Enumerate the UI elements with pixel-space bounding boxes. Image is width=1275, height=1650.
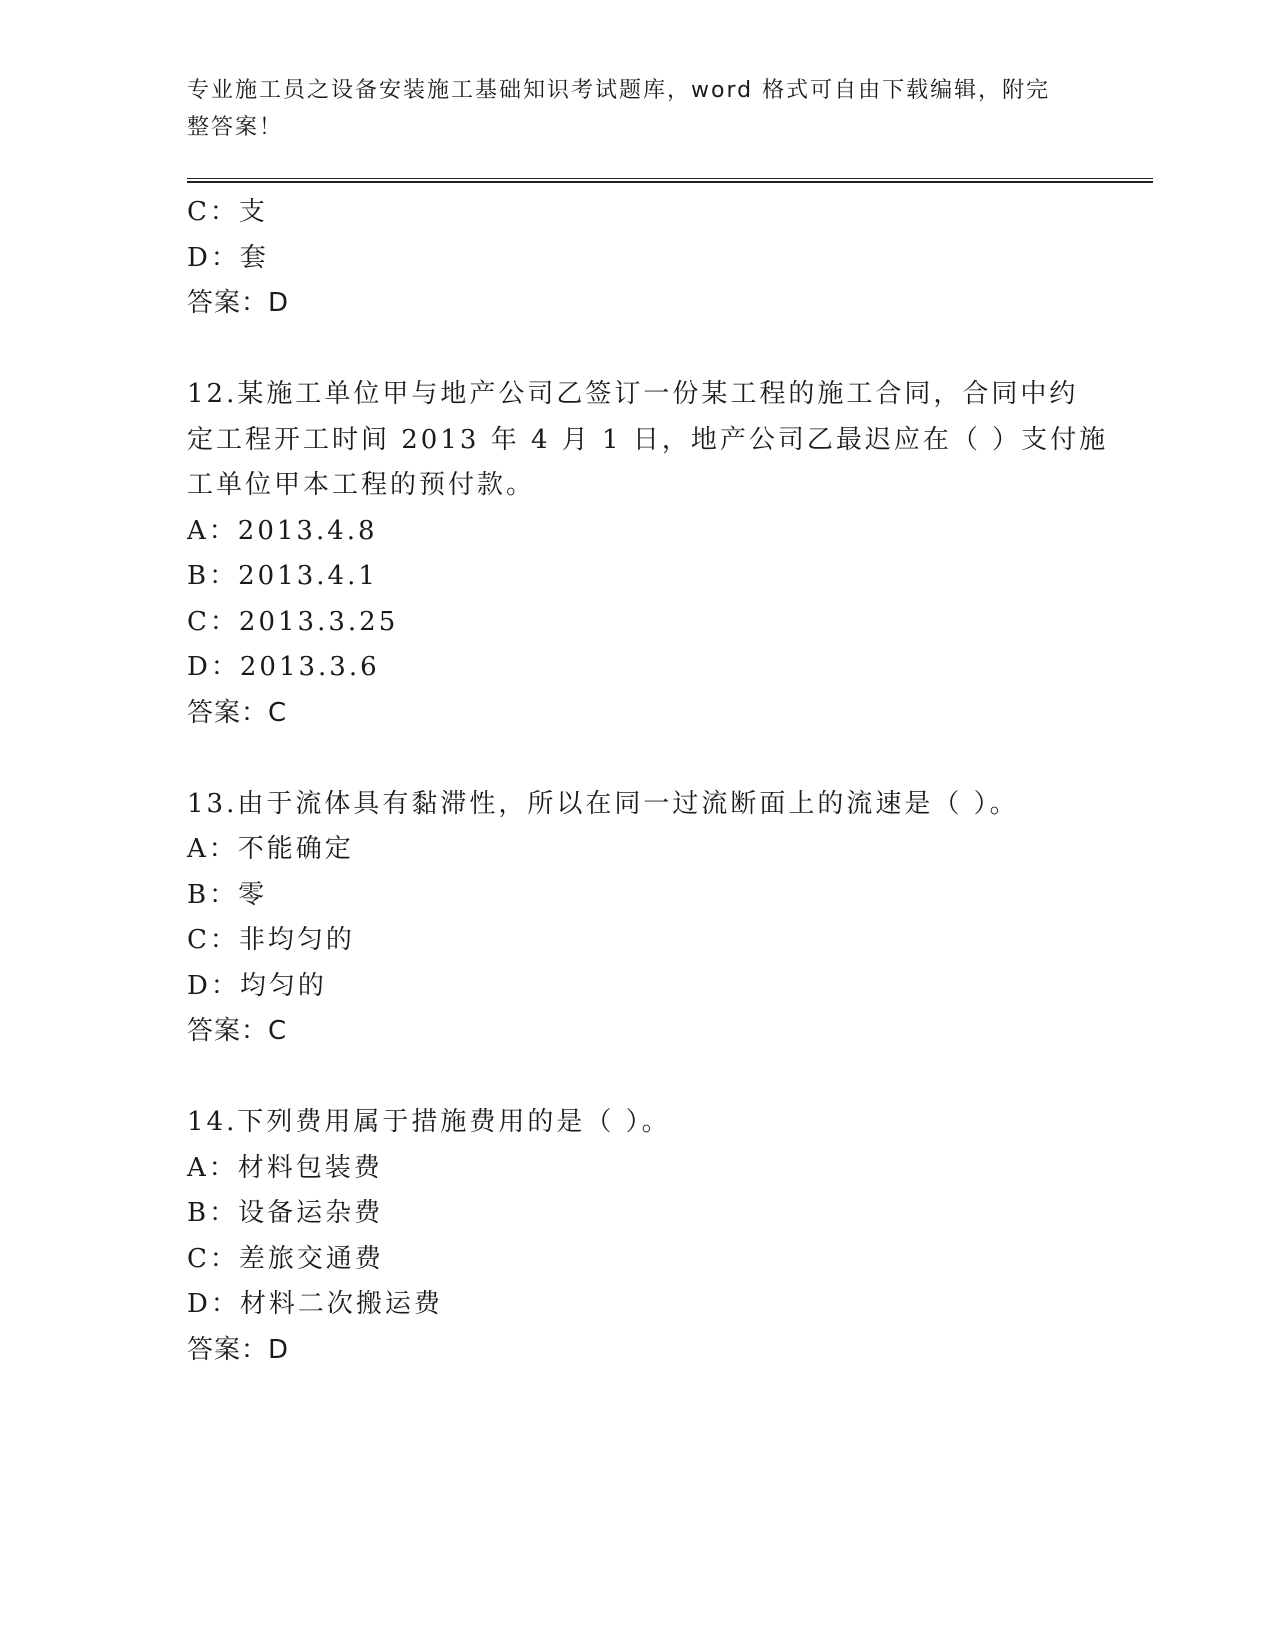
question-11-tail xyxy=(187,190,1087,327)
question-12 xyxy=(187,372,1109,736)
option-letter: B： xyxy=(187,1198,239,1228)
answer-line: 答案：D xyxy=(187,288,290,318)
option-c xyxy=(187,190,1087,236)
option-letter: C： xyxy=(187,925,239,955)
question-13 xyxy=(187,782,1087,1055)
option-text: 材料包装费 xyxy=(237,1152,383,1183)
option-letter: A： xyxy=(187,1152,238,1183)
option-a xyxy=(187,1146,1087,1192)
option-b xyxy=(187,873,1087,919)
option-letter: B： xyxy=(187,561,239,591)
page-header xyxy=(187,72,1067,146)
answer-line: 答案：C xyxy=(187,1016,288,1046)
option-letter: D： xyxy=(187,1289,240,1319)
question-stem-line: 定工程开工时间 2013 年 4 月 1 日，地产公司乙最迟应在（ ）支付施 xyxy=(187,424,1109,455)
option-d xyxy=(187,1282,1087,1328)
option-text: 2013.4.8 xyxy=(237,515,378,546)
option-text: 套 xyxy=(239,242,269,273)
header-divider xyxy=(187,178,1153,183)
option-letter: C： xyxy=(187,606,239,637)
question-stem-line: 13.由于流体具有黏滞性，所以在同一过流断面上的流速是（ ）。 xyxy=(187,788,1019,819)
option-text: 差旅交通费 xyxy=(238,1243,384,1274)
option-letter: C： xyxy=(187,197,239,227)
option-text: 2013.3.6 xyxy=(239,652,380,682)
option-letter: C： xyxy=(187,1243,239,1274)
option-letter: D： xyxy=(187,242,240,273)
option-b xyxy=(187,554,1087,600)
option-c xyxy=(187,600,1087,646)
option-text: 材料二次搬运费 xyxy=(239,1289,443,1319)
option-c xyxy=(187,918,1087,964)
question-stem-line: 工单位甲本工程的预付款。 xyxy=(187,470,536,500)
option-letter: A： xyxy=(187,515,238,546)
option-text: 2013.4.1 xyxy=(238,561,378,591)
option-text: 零 xyxy=(238,879,268,910)
header-title-line-1: 专业施工员之设备安装施工基础知识考试题库，word 格式可自由下载编辑，附完 xyxy=(187,78,1051,103)
answer-line: 答案：C xyxy=(187,697,288,728)
option-d xyxy=(187,236,1087,282)
option-text: 支 xyxy=(238,197,268,227)
option-text: 2013.3.25 xyxy=(238,606,399,637)
question-stem-line: 14.下列费用属于措施费用的是（ ）。 xyxy=(187,1107,671,1137)
option-text: 不能确定 xyxy=(237,834,354,864)
option-letter: D： xyxy=(187,652,240,682)
option-b xyxy=(187,1191,1087,1237)
option-d xyxy=(187,645,1087,691)
option-text: 均匀的 xyxy=(239,970,327,1001)
option-c xyxy=(187,1237,1087,1283)
question-14 xyxy=(187,1100,1087,1373)
option-d xyxy=(187,964,1087,1010)
option-letter: B： xyxy=(187,879,239,910)
header-title-line-2: 整答案！ xyxy=(187,115,284,140)
option-a xyxy=(187,509,1087,555)
spacer xyxy=(187,327,1087,373)
option-a xyxy=(187,827,1087,873)
option-text: 设备运杂费 xyxy=(238,1198,384,1228)
option-text: 非均匀的 xyxy=(238,925,355,955)
spacer xyxy=(187,1055,1087,1101)
answer-line: 答案：D xyxy=(187,1334,290,1365)
option-letter: A： xyxy=(187,834,238,864)
question-stem-line: 12.某施工单位甲与地产公司乙签订一份某工程的施工合同，合同中约 xyxy=(187,379,1079,409)
document-body xyxy=(187,190,1109,1373)
spacer xyxy=(187,736,1087,782)
option-letter: D： xyxy=(187,970,240,1001)
